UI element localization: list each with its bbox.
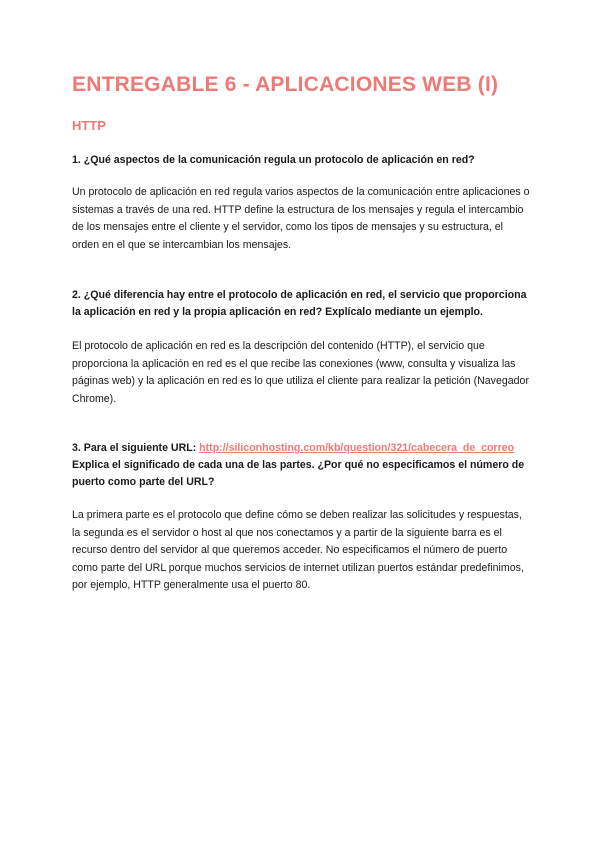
question-2: 2. ¿Qué diferencia hay entre el protocolo de aplicación en red, el servicio que proporciona la aplicación en red y la propia aplicación en red? Explícalo mediante un ejemplo. (72, 289, 527, 318)
question-3-prefix: 3. Para el siguiente URL: (72, 442, 200, 454)
question-3-text: Explica el significado de cada una de las partes. ¿Por qué no especificamos el número de puerto como parte del URL? (72, 459, 525, 488)
example-url-link[interactable]: http://siliconhosting.com/kb/question/321/cabecera_de_correo (199, 442, 515, 454)
question-3 (72, 440, 532, 491)
section-heading-http: HTTP (72, 118, 106, 133)
answer-3: La primera parte es el protocolo que define cómo se deben realizar las solicitudes y respuestas, la segunda es el servidor o host al que nos conectamos y a partir de la siguiente barra es el recurso dentro del servidor al que queremos acceder. No especificamos el número de puerto como parte del URL porque muchos servicios de internet utilizan puertos estándar predefinimos, por ejemplo, HTTP generalmente usa el puerto 80. (72, 509, 524, 591)
answer-2: El protocolo de aplicación en red es la descripción del contenido (HTTP), el servicio que proporciona la aplicación en red es el que recibe las conexiones (www, consulta y visualiza las páginas web) y la aplicación en red es lo que utiliza el cliente para realizar la petición (Navegador Chrome). (72, 340, 529, 405)
document-title: ENTREGABLE 6 - APLICACIONES WEB (I) (72, 73, 499, 96)
question-1: 1. ¿Qué aspectos de la comunicación regula un protocolo de aplicación en red? (72, 154, 475, 166)
answer-1: Un protocolo de aplicación en red regula varios aspectos de la comunicación entre aplicaciones o sistemas a través de una red. HTTP define la estructura de los mensajes y regula el intercambio de los mensajes entre el cliente y el servidor, como los tipos de mensajes y su estructura, el orden en el que se intercambian los mensajes. (72, 186, 530, 251)
